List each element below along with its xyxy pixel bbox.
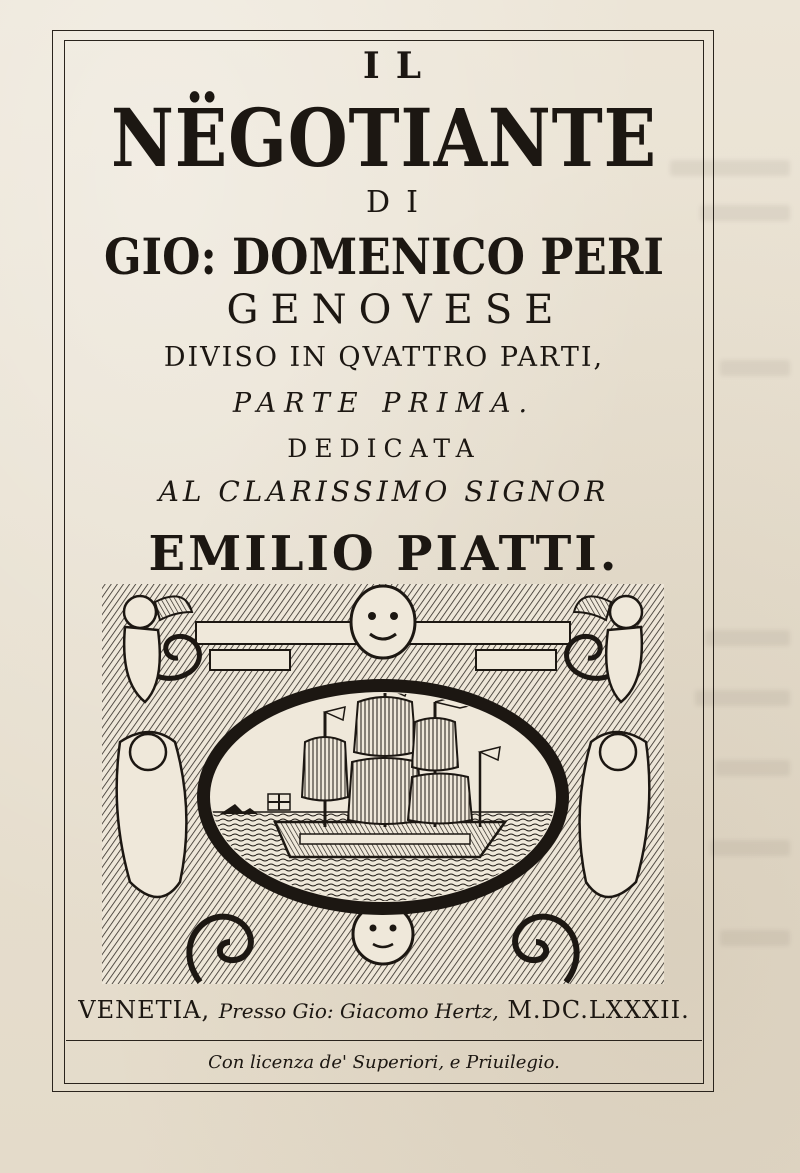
imprint-line [64, 998, 704, 1022]
subtitle-part: PARTE PRIMA. [232, 388, 536, 419]
license-line: Con licenza de' Superiori, e Priuilegio. [208, 1052, 560, 1073]
imprint-year: M.DC.LXXXII. [507, 996, 690, 1024]
printers-device-ship-woodcut [100, 582, 666, 986]
title-article: IL [362, 45, 438, 87]
show-through-text [705, 630, 790, 646]
dedication-recipient-title: AL CLARISSIMO SIGNOR [158, 475, 610, 508]
show-through-text [720, 360, 790, 376]
imprint-place: VENETIA, [78, 996, 211, 1024]
author-name: GIO: DOMENICO PERI [103, 227, 665, 286]
show-through-text [720, 930, 790, 946]
title-preposition: DI [366, 185, 434, 220]
main-title: NËGOTIANTE [111, 91, 657, 185]
dedication-label: DEDICATA [287, 434, 481, 463]
show-through-text [710, 840, 790, 856]
dedicatee-name: EMILIO PIATTI. [148, 526, 620, 582]
rule-above-license [66, 1040, 702, 1041]
author-origin: GENOVESE [226, 287, 566, 333]
imprint-printer: Presso Gio: Giacomo Hertz, [218, 999, 499, 1023]
show-through-text [715, 760, 790, 776]
subtitle-division: DIVISO IN QVATTRO PARTI, [163, 342, 605, 373]
